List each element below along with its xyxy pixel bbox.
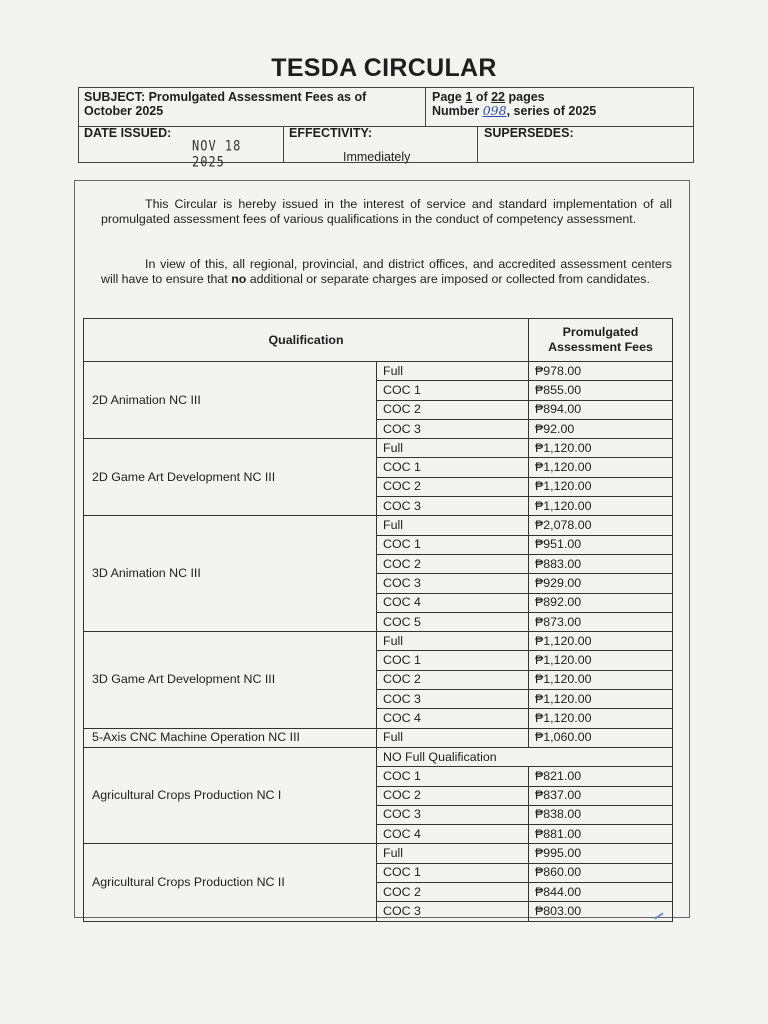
assessment-type: COC 4 — [377, 825, 529, 844]
page-of-label: of — [475, 90, 488, 104]
qualification-name: 3D Game Art Development NC III — [84, 632, 377, 728]
assessment-fee: ₱929.00 — [529, 574, 673, 593]
assessment-fee: ₱1,120.00 — [529, 477, 673, 496]
assessment-fee: ₱1,120.00 — [529, 690, 673, 709]
assessment-type: Full — [377, 632, 529, 651]
date-issued-field — [84, 126, 279, 171]
instruction-emphasis: no — [231, 272, 247, 286]
assessment-type: Full — [377, 439, 529, 458]
pages-label: pages — [508, 90, 545, 104]
intro-text: This Circular is hereby issued in the interest of service and standard implementation of all promulgated assessment fees of various qualifications in the conduct of competency assessment. — [101, 197, 672, 226]
qualification-name: Agricultural Crops Production NC II — [84, 844, 377, 921]
assessment-type: COC 1 — [377, 535, 529, 554]
instruction-paragraph — [101, 257, 672, 287]
assessment-type: COC 1 — [377, 458, 529, 477]
assessment-fee: ₱844.00 — [529, 883, 673, 902]
table-row — [84, 439, 673, 458]
assessment-fee: ₱978.00 — [529, 362, 673, 381]
instruction-text-2: additional or separate charges are imposed or collected from candidates. — [246, 272, 650, 286]
assessment-fee: ₱838.00 — [529, 805, 673, 824]
assessment-type: COC 2 — [377, 400, 529, 419]
assessment-fee: ₱1,120.00 — [529, 497, 673, 516]
table-row — [84, 362, 673, 381]
qualification-name: 2D Game Art Development NC III — [84, 439, 377, 516]
assessment-fee: ₱1,120.00 — [529, 670, 673, 689]
assessment-fee: ₱1,120.00 — [529, 439, 673, 458]
assessment-type: COC 2 — [377, 477, 529, 496]
assessment-type: COC 2 — [377, 883, 529, 902]
assessment-fee: ₱1,120.00 — [529, 651, 673, 670]
assessment-fee: ₱951.00 — [529, 535, 673, 554]
assessment-type: COC 3 — [377, 902, 529, 921]
date-issued-stamp: NOV 18 2025 — [192, 137, 242, 171]
assessment-fee: ₱892.00 — [529, 593, 673, 612]
assessment-fee: ₱1,120.00 — [529, 709, 673, 728]
qualification-name: 5-Axis CNC Machine Operation NC III — [84, 728, 377, 747]
assessment-type: Full — [377, 728, 529, 747]
assessment-type: Full — [377, 516, 529, 535]
page-number-field — [432, 90, 692, 118]
assessment-type: COC 3 — [377, 690, 529, 709]
header-divider — [477, 126, 478, 163]
assessment-fee: ₱995.00 — [529, 844, 673, 863]
header-divider — [283, 126, 284, 163]
fees-table-body — [84, 362, 673, 922]
circular-header-box — [78, 87, 694, 171]
page-label: Page — [432, 90, 462, 104]
instruction-text-1: In view of this, all regional, provincial, and district offices, and accredited assessment centers will have to ensure that — [101, 257, 672, 286]
supersedes-field: SUPERSEDES: — [484, 126, 574, 140]
total-pages: 22 — [491, 90, 506, 104]
effectivity-value: Immediately — [343, 150, 411, 164]
assessment-fee: ₱860.00 — [529, 863, 673, 882]
qualification-name: 2D Animation NC III — [84, 362, 377, 439]
assessment-type: COC 1 — [377, 767, 529, 786]
effectivity-label: EFFECTIVITY: — [289, 126, 373, 140]
qualification-column-header: Qualification — [84, 319, 529, 362]
date-issued-label: DATE ISSUED: — [84, 126, 172, 140]
fees-column-header: Promulgated Assessment Fees — [529, 319, 673, 362]
assessment-type: COC 3 — [377, 497, 529, 516]
table-row — [84, 747, 673, 766]
assessment-type: NO Full Qualification — [377, 747, 673, 766]
assessment-fee: ₱803.00 — [529, 902, 673, 921]
document-title: TESDA CIRCULAR — [271, 54, 497, 82]
assessment-type: COC 1 — [377, 651, 529, 670]
assessment-fee: ₱883.00 — [529, 554, 673, 573]
assessment-fee: ₱837.00 — [529, 786, 673, 805]
number-label: Number — [432, 104, 480, 118]
assessment-type: COC 1 — [377, 381, 529, 400]
assessment-type: COC 4 — [377, 593, 529, 612]
effectivity-field — [289, 126, 474, 163]
series-label: , series of 2025 — [506, 104, 597, 118]
assessment-fee: ₱894.00 — [529, 400, 673, 419]
assessment-type: COC 2 — [377, 786, 529, 805]
assessment-type: COC 3 — [377, 419, 529, 438]
circular-number: 098 — [482, 103, 507, 118]
subject-field: SUBJECT: Promulgated Assessment Fees as of October 2025 — [84, 90, 367, 118]
assessment-type: Full — [377, 362, 529, 381]
assessment-fee: ₱1,120.00 — [529, 458, 673, 477]
assessment-fee: ₱873.00 — [529, 612, 673, 631]
qualification-name: Agricultural Crops Production NC I — [84, 747, 377, 843]
assessment-fee: ₱92.00 — [529, 419, 673, 438]
table-row — [84, 516, 673, 535]
assessment-type: COC 3 — [377, 805, 529, 824]
assessment-type: COC 2 — [377, 554, 529, 573]
assessment-fee: ₱1,120.00 — [529, 632, 673, 651]
assessment-fees-table — [83, 318, 673, 922]
assessment-fee: ₱855.00 — [529, 381, 673, 400]
page-number: 1 — [465, 90, 473, 104]
qualification-name: 3D Animation NC III — [84, 516, 377, 632]
table-row — [84, 728, 673, 747]
assessment-fee: ₱821.00 — [529, 767, 673, 786]
assessment-fee: ₱2,078.00 — [529, 516, 673, 535]
assessment-type: Full — [377, 844, 529, 863]
table-row — [84, 632, 673, 651]
assessment-type: COC 3 — [377, 574, 529, 593]
assessment-fee: ₱881.00 — [529, 825, 673, 844]
table-row — [84, 844, 673, 863]
header-divider — [425, 88, 426, 126]
assessment-type: COC 2 — [377, 670, 529, 689]
assessment-type: COC 4 — [377, 709, 529, 728]
assessment-type: COC 1 — [377, 863, 529, 882]
assessment-fee: ₱1,060.00 — [529, 728, 673, 747]
intro-paragraph — [101, 197, 672, 227]
assessment-type: COC 5 — [377, 612, 529, 631]
